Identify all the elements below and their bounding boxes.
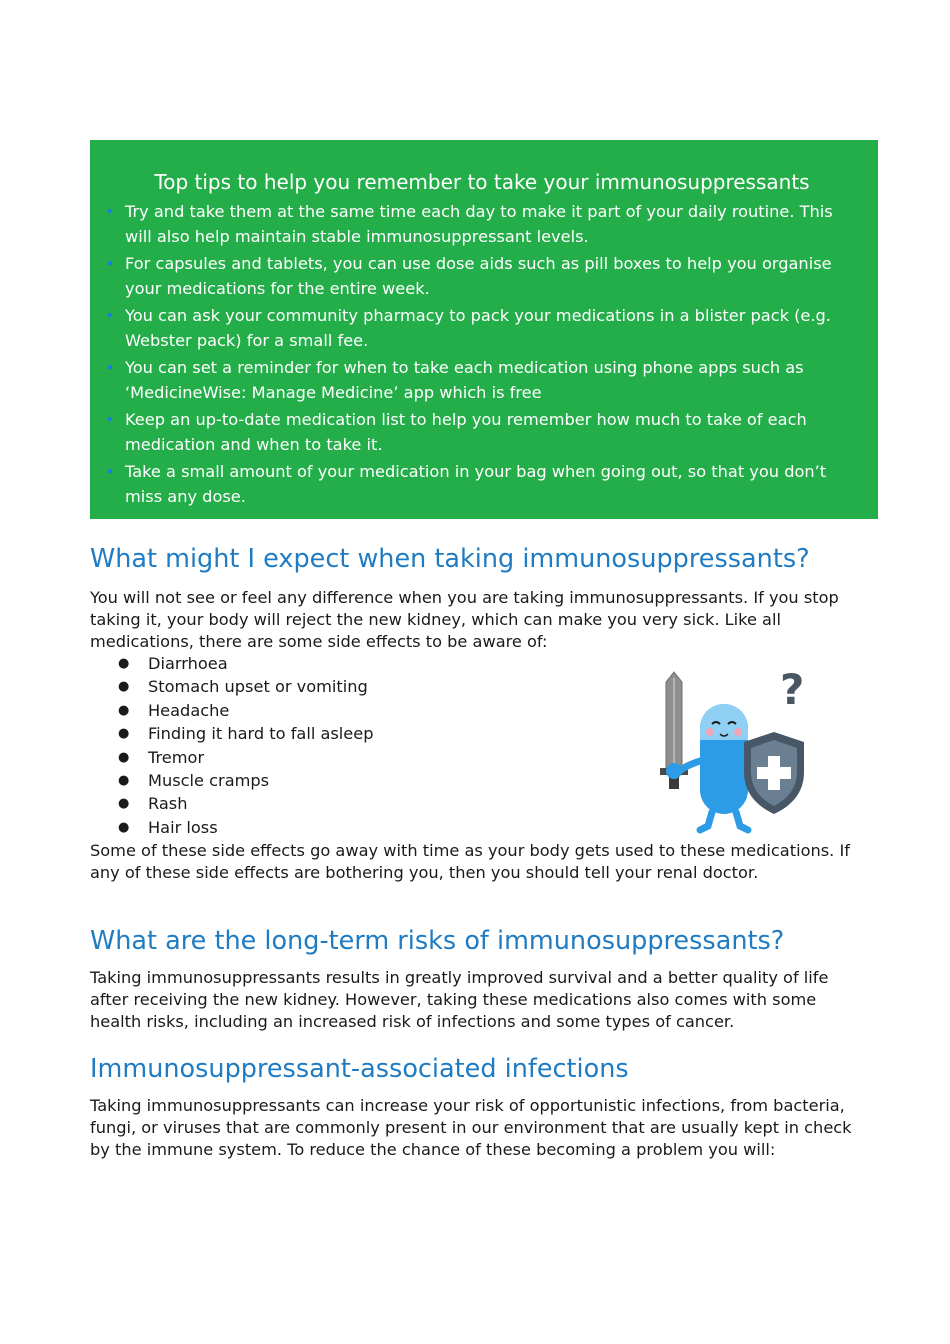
bullet-icon: • bbox=[105, 462, 115, 481]
bullet-icon: • bbox=[105, 254, 115, 273]
tips-box bbox=[90, 140, 878, 519]
infections-heading: Immunosuppressant-associated infections bbox=[90, 1054, 629, 1084]
list-item: ● Stomach upset or vomiting bbox=[118, 675, 374, 698]
list-item: ● Finding it hard to fall asleep bbox=[118, 722, 374, 745]
expect-intro: You will not see or feel any difference when you are taking immunosuppressants. If you stop taking it, your body will reject the new kidney, which can make you very sick. Like all medications, there are some side effects to be aware of: bbox=[90, 588, 839, 651]
list-item: ● Diarrhoea bbox=[118, 652, 374, 675]
risks-heading: What are the long-term risks of immunosuppressants? bbox=[90, 926, 785, 956]
list-item: ● Muscle cramps bbox=[118, 769, 374, 792]
bullet-icon: ● bbox=[118, 773, 130, 789]
bullet-icon: ● bbox=[118, 796, 130, 812]
infections-text: Taking immunosuppressants can increase your risk of opportunistic infections, from bacteria, fungi, or viruses that are commonly present in our environment that are usually kept in check by the immune system. To reduce the chance of these becoming a problem you will: bbox=[90, 1096, 852, 1159]
list-item: ● Hair loss bbox=[118, 816, 374, 839]
expect-outro: Some of these side effects go away with time as your body gets used to these medications. If any of these side effects are bothering you, then you should tell your renal doctor. bbox=[90, 841, 850, 882]
pill-with-sword-and-shield-icon bbox=[652, 668, 820, 846]
bullet-icon: ● bbox=[118, 819, 130, 835]
bullet-icon: ● bbox=[118, 702, 130, 718]
bullet-icon: • bbox=[105, 410, 115, 429]
bullet-icon: • bbox=[105, 202, 115, 221]
list-item: ● Headache bbox=[118, 699, 374, 722]
bullet-icon: ● bbox=[118, 679, 130, 695]
tip-item: • You can set a reminder for when to take each medication using phone apps such as ‘MedicineWise: Manage Medicine’ app which is free bbox=[104, 355, 860, 405]
question-mark: ? bbox=[780, 668, 805, 714]
bullet-icon: ● bbox=[118, 726, 130, 742]
tips-title: Top tips to help you remember to take your immunosuppressants bbox=[154, 170, 810, 194]
tip-item: • Keep an up-to-date medication list to help you remember how much to take of each medication and when to take it. bbox=[104, 407, 860, 457]
list-item: ● Tremor bbox=[118, 746, 374, 769]
bullet-icon: • bbox=[105, 358, 115, 377]
bullet-icon: ● bbox=[118, 656, 130, 671]
tips-list bbox=[104, 199, 860, 509]
list-item: ● Rash bbox=[118, 792, 374, 815]
risks-text: Taking immunosuppressants results in greatly improved survival and a better quality of life after receiving the new kidney. However, taking these medications also comes with some health risks, including an increased risk of infections and some types of cancer. bbox=[90, 968, 829, 1031]
tip-item: • For capsules and tablets, you can use dose aids such as pill boxes to help you organise your medications for the entire week. bbox=[104, 251, 860, 301]
side-effects-list bbox=[118, 652, 374, 839]
bullet-icon: • bbox=[105, 306, 115, 325]
tip-item: • You can ask your community pharmacy to pack your medications in a blister pack (e.g. Webster pack) for a small fee. bbox=[104, 303, 860, 353]
tip-item: • Take a small amount of your medication in your bag when going out, so that you don’t miss any dose. bbox=[104, 459, 860, 509]
bullet-icon: ● bbox=[118, 749, 130, 765]
tip-item: • Try and take them at the same time each day to make it part of your daily routine. This will also help maintain stable immunosuppressant levels. bbox=[104, 199, 860, 249]
expect-heading: What might I expect when taking immunosuppressants? bbox=[90, 544, 810, 574]
